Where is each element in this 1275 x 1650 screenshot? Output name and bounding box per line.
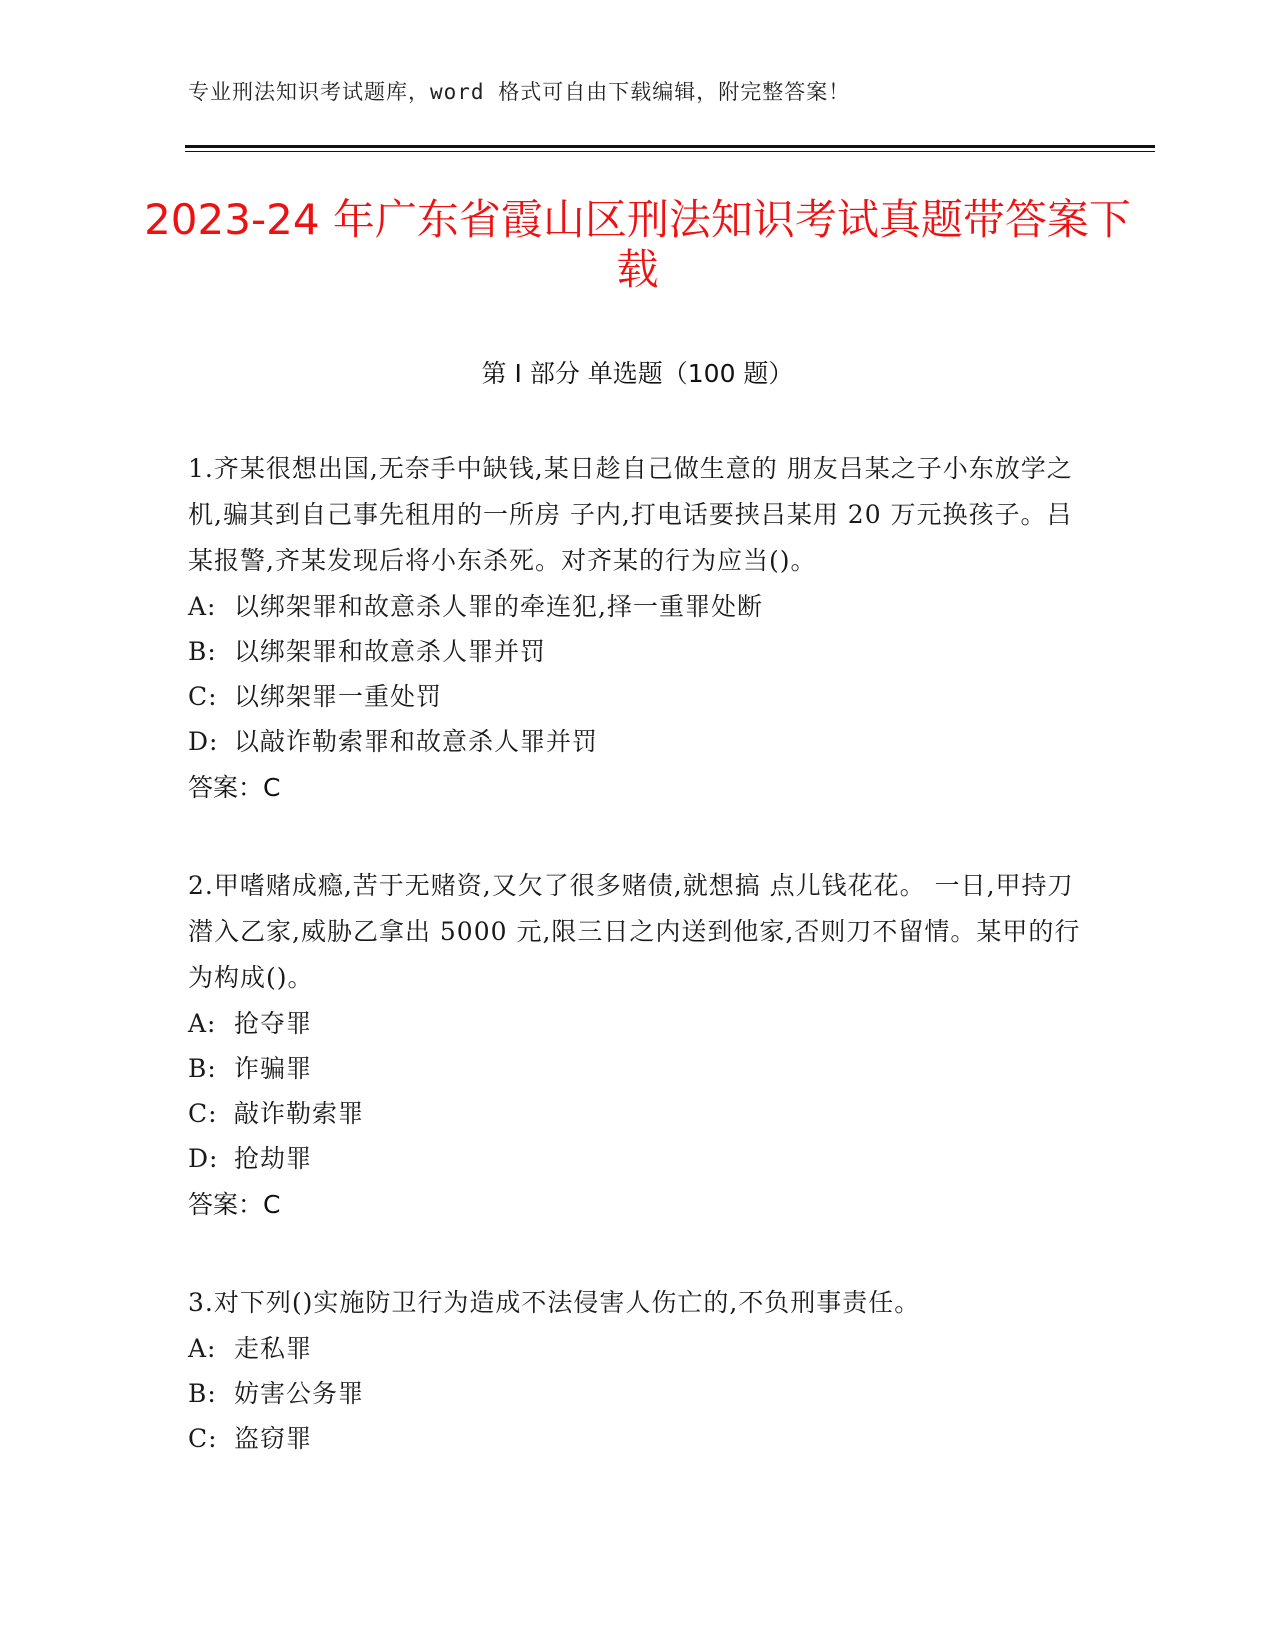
question-1 — [188, 446, 1088, 811]
option-key: C: — [188, 1099, 218, 1128]
option-d — [188, 1136, 1088, 1181]
option-key: C: — [188, 682, 218, 711]
option-text: 抢夺罪 — [234, 1009, 313, 1038]
option-text: 走私罪 — [234, 1334, 313, 1363]
answer-line: 答案：C — [188, 1190, 281, 1219]
question-stem: 2.甲嗜赌成瘾,苦于无赌资,又欠了很多赌债,就想搞 点儿钱花花。 一日,甲持刀潜入乙家,威胁乙拿出 5000 元,限三日之内送到他家,否则刀不留情。某甲的行为构成()。 — [188, 871, 1081, 992]
option-text: 抢劫罪 — [234, 1144, 313, 1173]
option-key: C: — [188, 1424, 218, 1453]
option-text: 以绑架罪和故意杀人罪并罚 — [234, 637, 547, 666]
option-text: 以敲诈勒索罪和故意杀人罪并罚 — [234, 727, 599, 756]
option-key: B: — [188, 1054, 217, 1083]
option-a — [188, 584, 1088, 629]
option-text: 盗窃罪 — [234, 1424, 313, 1453]
option-text: 敲诈勒索罪 — [234, 1099, 365, 1128]
option-key: D: — [188, 1144, 219, 1173]
header-rule-thick — [185, 145, 1155, 148]
option-b — [188, 629, 1088, 674]
answer-line: 答案：C — [188, 773, 281, 802]
option-text: 以绑架罪一重处罚 — [234, 682, 443, 711]
option-d — [188, 719, 1088, 764]
option-c — [188, 1416, 1088, 1461]
option-a — [188, 1001, 1088, 1046]
option-key: A: — [188, 1334, 217, 1363]
option-c — [188, 674, 1088, 719]
section-title: 第 I 部分 单选题（100 题） — [481, 359, 794, 388]
question-2 — [188, 863, 1088, 1228]
question-list — [188, 446, 1088, 1513]
question-3 — [188, 1280, 1088, 1461]
option-text: 以绑架罪和故意杀人罪的牵连犯,择一重罪处断 — [234, 592, 763, 621]
header-note: 专业刑法知识考试题库，word 格式可自由下载编辑，附完整答案！ — [188, 80, 851, 104]
option-b — [188, 1371, 1088, 1416]
question-stem: 1.齐某很想出国,无奈手中缺钱,某日趁自己做生意的 朋友吕某之子小东放学之机,骗其到自己事先租用的一所房 子内,打电话要挟吕某用 20 万元换孩子。吕某报警,齐某发现后将小东杀死。对齐某的行为应当()。 — [188, 454, 1073, 575]
question-stem: 3.对下列()实施防卫行为造成不法侵害人伤亡的,不负刑事责任。 — [188, 1288, 921, 1317]
option-key: B: — [188, 637, 217, 666]
option-b — [188, 1046, 1088, 1091]
option-key: A: — [188, 1009, 217, 1038]
option-text: 诈骗罪 — [234, 1054, 313, 1083]
option-text: 妨害公务罪 — [234, 1379, 365, 1408]
option-a — [188, 1326, 1088, 1371]
option-key: D: — [188, 727, 219, 756]
document-title: 2023-24 年广东省霞山区刑法知识考试真题带答案下载 — [144, 195, 1131, 294]
header-rule-thin — [185, 151, 1155, 152]
option-c — [188, 1091, 1088, 1136]
option-key: A: — [188, 592, 217, 621]
option-key: B: — [188, 1379, 217, 1408]
